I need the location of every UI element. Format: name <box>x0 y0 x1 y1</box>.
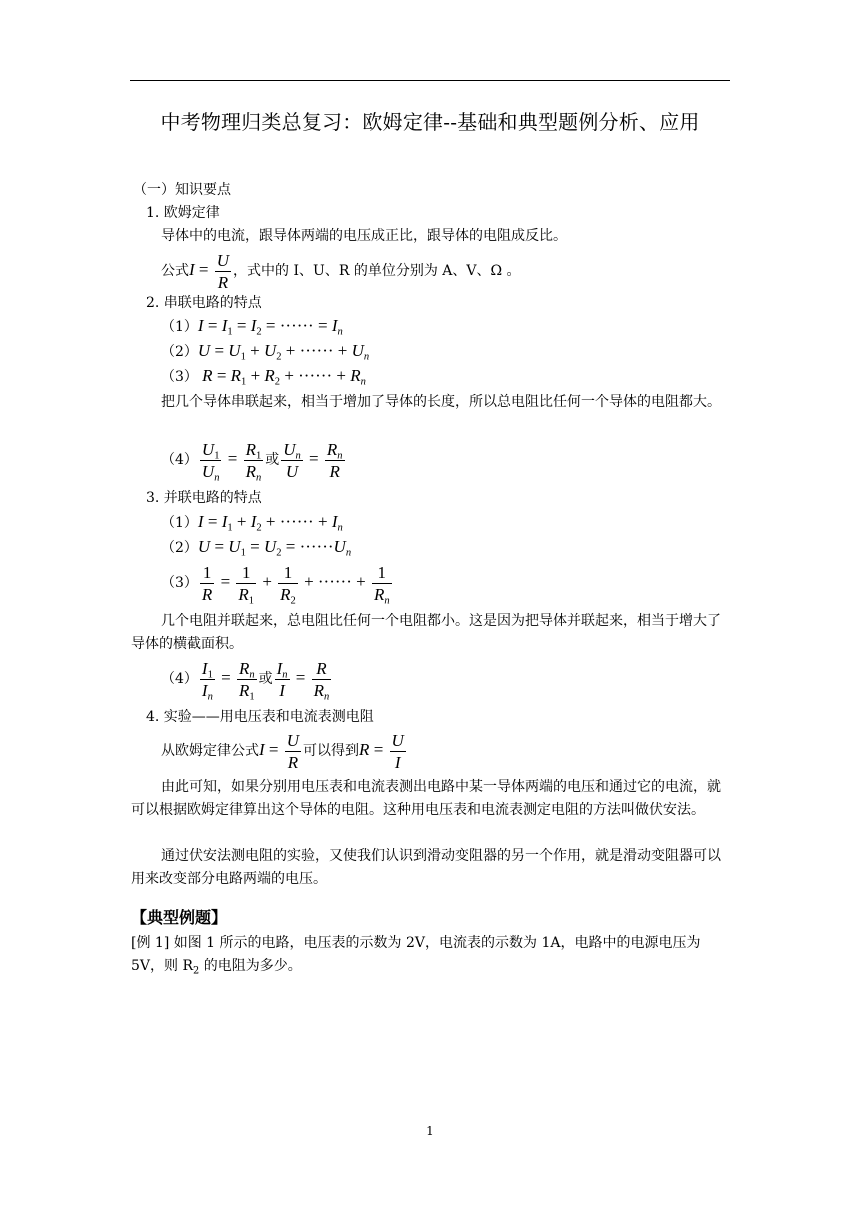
series-label-2: （2） <box>161 344 198 360</box>
formula-parallel-resistance: $\frac{1}{R}$ = $\frac{1}{R_1}$ + $\frac{1}{R_2}$ + ······ + $\frac{1}{R_n}$ <box>201 562 390 607</box>
heading-experiment: 4. 实验——用电压表和电流表测电阻 <box>146 709 374 725</box>
heading-series-circuit: 2. 串联电路的特点 <box>146 295 262 311</box>
formula-series-voltage: $U = U_1 + U_2$ + ······ + $U_n$ <box>197 341 370 363</box>
series-label-4: （4） <box>161 452 198 468</box>
experiment-mid: 可以得到 <box>303 743 360 759</box>
section-heading-knowledge: （一）知识要点 <box>133 182 231 198</box>
formula-suffix: ，式中的 I、U、R 的单位分别为 A、V、Ω 。 <box>233 263 521 279</box>
formula-series-ratio: $\frac{U_1}{U_n}$ = $\frac{R_1}{R_n}$ <box>201 439 262 484</box>
series-property-1 <box>161 316 343 337</box>
experiment-formula-line <box>161 727 408 773</box>
or-word-parallel: 或 <box>258 671 273 687</box>
parallel-label-3: （3） <box>161 575 198 591</box>
heading-parallel-circuit: 3. 并联电路的特点 <box>146 490 262 506</box>
series-property-2 <box>161 341 369 362</box>
ohms-law-statement: 导体中的电流，跟导体两端的电压成正比，跟导体的电阻成反比。 <box>161 228 567 244</box>
formula-series-resistance: $R = R_1 + R_2$ + ······ + $R_n$ <box>197 366 366 388</box>
header-rule <box>130 80 730 81</box>
parallel-property-3 <box>161 559 394 605</box>
example-1-text: [例 1] 如图 1 所示的电路，电压表的示数为 2V，电流表的示数为 1A，电路中的电源电压为 5V，则 R <box>131 935 701 974</box>
page-title: 中考物理归类总复习：欧姆定律--基础和典型题例分析、应用 <box>160 110 700 134</box>
example-1-subscript: 2 <box>193 965 200 977</box>
formula-parallel-ratio: $\frac{I_1}{I_n}$ = $\frac{R_n}{R_1}$ <box>201 658 255 703</box>
formula-parallel-voltage: $U = U_1 = U_2 = \cdot\cdot\cdot\cdot\cdot\cdot U_n$ <box>197 537 352 559</box>
experiment-prefix: 从欧姆定律公式 <box>161 743 259 759</box>
parallel-label-4: （4） <box>161 671 198 687</box>
parallel-property-4 <box>161 655 333 701</box>
heading-ohms-law: 1. 欧姆定律 <box>146 205 220 221</box>
formula-series-current: $I = I_1 = I_2$ = ······ = $I_n$ <box>197 316 343 338</box>
series-label-3: （3） <box>161 369 198 385</box>
parallel-label-1: （1） <box>161 515 198 531</box>
formula-resistance: R = $\frac{U}{I}$ <box>359 730 404 772</box>
example-1-text-end: 的电阻为多少。 <box>199 958 302 974</box>
parallel-explanation: 几个电阻并联起来，总电阻比任何一个电阻都小。这是因为把导体并联起来，相当于增大了导体的横截面积。 <box>131 613 721 652</box>
formula-current: I = $\frac{U}{R}$ <box>259 730 300 772</box>
examples-heading: 【典型例题】 <box>131 908 228 927</box>
experiment-explanation-2: 通过伏安法测电阻的实验，又使我们认识到滑动变阻器的另一个作用，就是滑动变阻器可以用来改变部分电路两端的电压。 <box>131 848 721 887</box>
series-property-3 <box>161 366 366 387</box>
parallel-property-2 <box>161 537 351 558</box>
formula-prefix: 公式 <box>161 263 189 279</box>
page-number: 1 <box>426 1124 434 1138</box>
or-word-series: 或 <box>265 452 280 468</box>
parallel-property-1 <box>161 512 343 533</box>
formula-parallel-ratio-alt: $\frac{I_n}{I}$ = $\frac{R}{R_n}$ <box>276 658 330 703</box>
series-label-1: （1） <box>161 319 198 335</box>
example-1 <box>131 932 731 978</box>
series-explanation: 把几个导体串联起来，相当于增加了导体的长度，所以总电阻比任何一个导体的电阻都大。 <box>161 394 721 410</box>
formula-parallel-current: $I = I_1 + I_2$ + ······ + $I_n$ <box>197 512 343 534</box>
parallel-label-2: （2） <box>161 540 198 556</box>
series-property-4 <box>161 436 347 482</box>
experiment-explanation-1: 由此可知，如果分别用电压表和电流表测出电路中某一导体两端的电压和通过它的电流，就可以根据欧姆定律算出这个导体的电阻。这种用电压表和电流表测定电阻的方法叫做伏安法。 <box>131 779 721 818</box>
formula-ohms-law: I = $\frac{U}{R}$ <box>189 250 230 292</box>
formula-series-ratio-alt: $\frac{U_n}{U}$ = $\frac{R_n}{R}$ <box>283 439 343 481</box>
ohms-law-formula-line <box>161 247 521 293</box>
